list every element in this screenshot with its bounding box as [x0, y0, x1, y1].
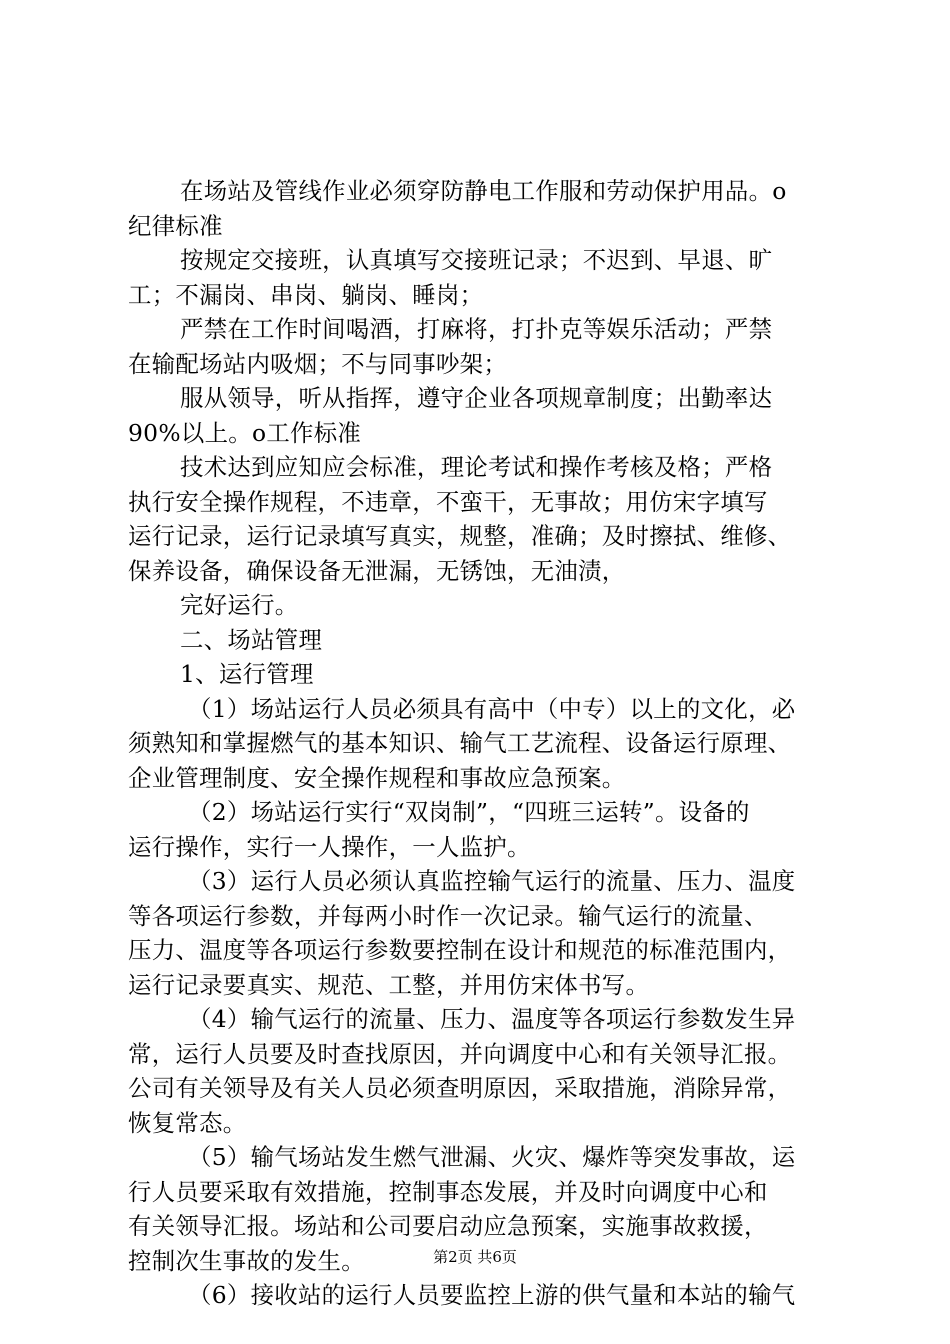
text-line: 完好运行。 — [180, 591, 299, 619]
text-line: （1）场站运行人员必须具有高中（中专）以上的文化，必 — [188, 694, 796, 723]
text-line: 压力、温度等各项运行参数要控制在设计和规范的标准范围内， — [128, 936, 792, 964]
page-number-footer: 第2页 共6页 — [433, 1248, 517, 1266]
text-line: 工；不漏岗、串岗、躺岗、睡岗； — [128, 280, 484, 309]
text-line: 按规定交接班，认真填写交接班记录；不迟到、早退、旷 — [180, 246, 773, 274]
text-line: 控制次生事故的发生。 — [128, 1246, 365, 1275]
text-line: 90%以上。o工作标准 — [128, 418, 362, 447]
text-line: 等各项运行参数，并每两小时作一次记录。输气运行的流量、 — [128, 901, 768, 930]
document-body — [128, 174, 828, 1313]
text-line: 在输配场站内吸烟；不与同事吵架； — [128, 349, 508, 378]
text-line: 恢复常态。 — [128, 1108, 247, 1137]
text-line: （2）场站运行实行“双岗制”，“四班三运转”。设备的 — [188, 798, 750, 826]
text-line: 服从领导，听从指挥，遵守企业各项规章制度；出勤率达 — [180, 384, 773, 412]
text-line: 有关领导汇报。场站和公司要启动应急预案，实施事故救援， — [128, 1212, 768, 1240]
text-line: 须熟知和掌握燃气的基本知识、输气工艺流程、设备运行原理、 — [128, 729, 792, 757]
text-line: 行人员要采取有效措施，控制事态发展，并及时向调度中心和 — [128, 1177, 768, 1206]
text-line: 公司有关领导及有关人员必须查明原因，采取措施，消除异常， — [128, 1074, 792, 1102]
text-line: 执行安全操作规程，不违章，不蛮干，无事故；用仿宋字填写 — [128, 487, 768, 516]
text-line: （6）接收站的运行人员要监控上游的供气量和本站的输气 — [188, 1281, 796, 1309]
text-line: （4）输气运行的流量、压力、温度等各项运行参数发生异 — [188, 1005, 796, 1033]
text-line: 保养设备，确保设备无泄漏，无锈蚀，无油渍， — [128, 556, 626, 585]
text-line: 在场站及管线作业必须穿防静电工作服和劳动保护用品。o — [180, 177, 787, 205]
text-line: 技术达到应知应会标准，理论考试和操作考核及格；严格 — [180, 453, 773, 481]
text-line: 企业管理制度、安全操作规程和事故应急预案。 — [128, 763, 626, 792]
subsection-heading: 1、运行管理 — [180, 660, 314, 688]
text-line: 运行操作，实行一人操作，一人监护。 — [128, 832, 531, 861]
text-line: （3）运行人员必须认真监控输气运行的流量、压力、温度 — [188, 867, 796, 895]
section-heading: 二、场站管理 — [180, 625, 323, 654]
text-line: 常，运行人员要及时查找原因，并向调度中心和有关领导汇报。 — [128, 1039, 792, 1068]
text-line: 运行记录，运行记录填写真实，规整，准确；及时擦拭、维修、 — [128, 522, 792, 550]
text-line: 严禁在工作时间喝酒，打麻将，打扑克等娱乐活动；严禁 — [180, 315, 773, 343]
text-line: （5）输气场站发生燃气泄漏、火灾、爆炸等突发事故，运 — [188, 1143, 796, 1171]
text-line: 运行记录要真实、规范、工整，并用仿宋体书写。 — [128, 970, 650, 999]
text-line: 纪律标准 — [128, 211, 223, 240]
